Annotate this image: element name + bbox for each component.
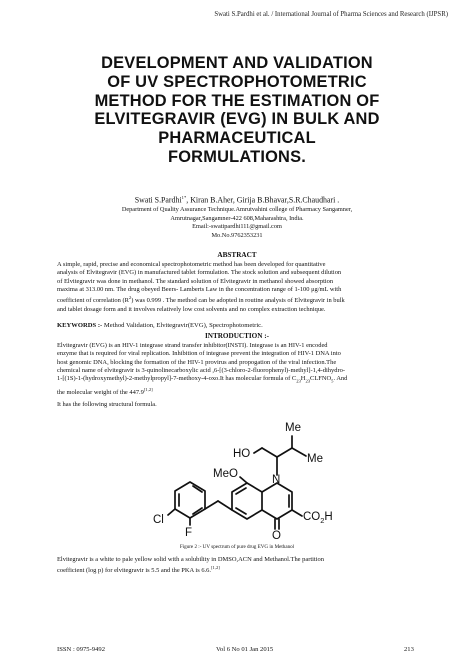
intro-text: H — [300, 375, 306, 383]
email: Email:-swatipardhi111@gmail.com — [192, 223, 282, 231]
author-name: Swati S.Pardhi — [134, 195, 182, 205]
affiliation — [0, 206, 474, 240]
citation: [1,2] — [143, 386, 153, 392]
quinoline-benzo-ring — [232, 483, 262, 519]
footer-page-number: 213 — [404, 646, 414, 653]
keywords — [57, 322, 263, 329]
intro-text: CLFNO — [310, 375, 332, 383]
intro-text: 1-[(1S)-1-(hydroxymethyl)-2-methylpropyl]-7-methoxy-4-oxo.It has molecular formula of C — [57, 375, 297, 383]
properties-paragraph — [57, 556, 419, 576]
carboxyl-label: $CO_2H$ — [303, 511, 333, 525]
title-line: PHARMACEUTICAL — [158, 129, 316, 148]
running-head: Swati S.Pardhi et al. / International Journal of Pharma Sciences and Research (IJPSR) — [214, 11, 448, 18]
keywords-text: Method Validation, Elvitegravir(EVG), Spectrophotometric. — [102, 322, 263, 329]
title-line: DEVELOPMENT AND VALIDATION — [101, 54, 373, 72]
abstract-line: A simple, rapid, precise and economical spectrophotometric method has been developed for quantitative — [57, 261, 326, 268]
abstract-line: analysis of Elvitegravir (EVG) in manufactured tablet formulation. The stock solution and subsequent dilution — [57, 269, 342, 277]
superscript: 2 — [128, 295, 132, 301]
intro-line — [57, 375, 419, 386]
abstract-body — [57, 261, 419, 314]
affiliation-line: Amrutnagar,Sangamner-422 608,Maharashtra, India. — [170, 214, 304, 222]
introduction-heading: INTRODUCTION :- — [204, 332, 270, 340]
abstract-line: of Elvitegravir was done in methanol. The standard solution of Elvitegravir in methanol showed absorption — [57, 277, 334, 285]
intro-line: chemical name of elvitegravir is 3-quinolinecarboxylic acid ,6-[(3-chloro-2-fluorophenyl)-methyl]-1,4-dihydro- — [57, 366, 345, 374]
citation: [1,2] — [211, 565, 220, 571]
author-list — [0, 195, 474, 205]
hydroxyl-label: HO — [233, 448, 251, 460]
methoxy-label: MeO — [213, 468, 238, 480]
keywords-label: KEYWORDS :- — [57, 322, 103, 329]
footer-issn: ISSN : 0975-9492 — [57, 646, 105, 653]
intro-line: enzyme that is required for viral replication. Inhibition of integrase prevent the integration of HIV-1 DNA into — [57, 350, 341, 358]
abstract-heading: ABSTRACT — [217, 251, 257, 259]
co-authors: , Kiran B.Aher, Girija B.Bhavar,S.R.Chaudhari . — [186, 195, 340, 205]
intro-text: . And — [333, 375, 348, 383]
oxygen-label: O — [272, 530, 281, 541]
figure-caption: Figure 2 :- UV spectrum of pure drug EVG in Methanol — [179, 544, 295, 550]
methyl-label: Me — [307, 453, 323, 465]
fluorine-label: F — [185, 527, 193, 539]
abstract-text: coefficient of correlation (R — [57, 297, 129, 305]
phone: Mo.No.9762353231 — [211, 231, 263, 239]
subscript: 23 — [296, 378, 301, 384]
chlorine-label: Cl — [153, 514, 164, 526]
abstract-text: ) was 0.999 . The method can be adopted in routine analysis of Elvitegravir in bulk — [131, 297, 345, 305]
introduction-body — [57, 342, 419, 397]
subscript: 5 — [331, 378, 334, 384]
title-line: OF UV SPECTROPHOTOMETRIC — [107, 72, 367, 91]
author-marker: 1* — [181, 195, 187, 200]
title-line: FORMULATIONS. — [168, 147, 306, 166]
nitrogen-label: N — [272, 474, 281, 486]
title-line: ELVITEGRAVIR (EVG) IN BULK AND — [94, 110, 380, 129]
title-line: METHOD FOR THE ESTIMATION OF — [94, 91, 380, 110]
intro-line — [57, 386, 419, 397]
abstract-line: maxima at 313.00 nm. The drug obeyed Beers- Lamberts Law in the concentration range of 1-100 μg/mL with — [57, 285, 342, 293]
abstract-line — [57, 294, 419, 305]
quinolone-ring — [262, 483, 292, 519]
structure-intro: It has the following structural formula. — [57, 401, 157, 408]
properties-text: coefficient (log p) for elvitegravir is 5.5 and the PKA is 6.6. — [57, 567, 211, 575]
intro-line: Elvitegravir (EVG) is an HIV-1 integrase strand transfer inhibitor(INSTI). Integrase is an HIV-1 encoded — [57, 342, 328, 349]
abstract-line: and tablet dosage form and it involves relatively low cost solvents and no complex extraction technique. — [57, 305, 326, 313]
intro-line: host genomic DNA, blocking the formation of the HIV-1 provirus and propogation of the viral infection.The — [57, 358, 337, 366]
subscript: 23 — [305, 378, 311, 384]
paper-title — [30, 54, 444, 167]
affiliation-line: Department of Quality Assurance Technique.Amrutvahini college of Pharmacy Sangamner, — [121, 206, 353, 213]
intro-text: the molecular weight of the 447.9 — [57, 388, 144, 396]
properties-line: Elvitegravir is a white to pale yellow solid with a solubility in DMSO,ACN and Methanol.The partition — [57, 556, 324, 563]
methyl-label: Me — [285, 422, 301, 434]
structural-formula — [150, 415, 350, 541]
properties-line — [57, 564, 419, 575]
footer-volume: Vol 6 No 01 Jan 2015 — [216, 646, 274, 653]
